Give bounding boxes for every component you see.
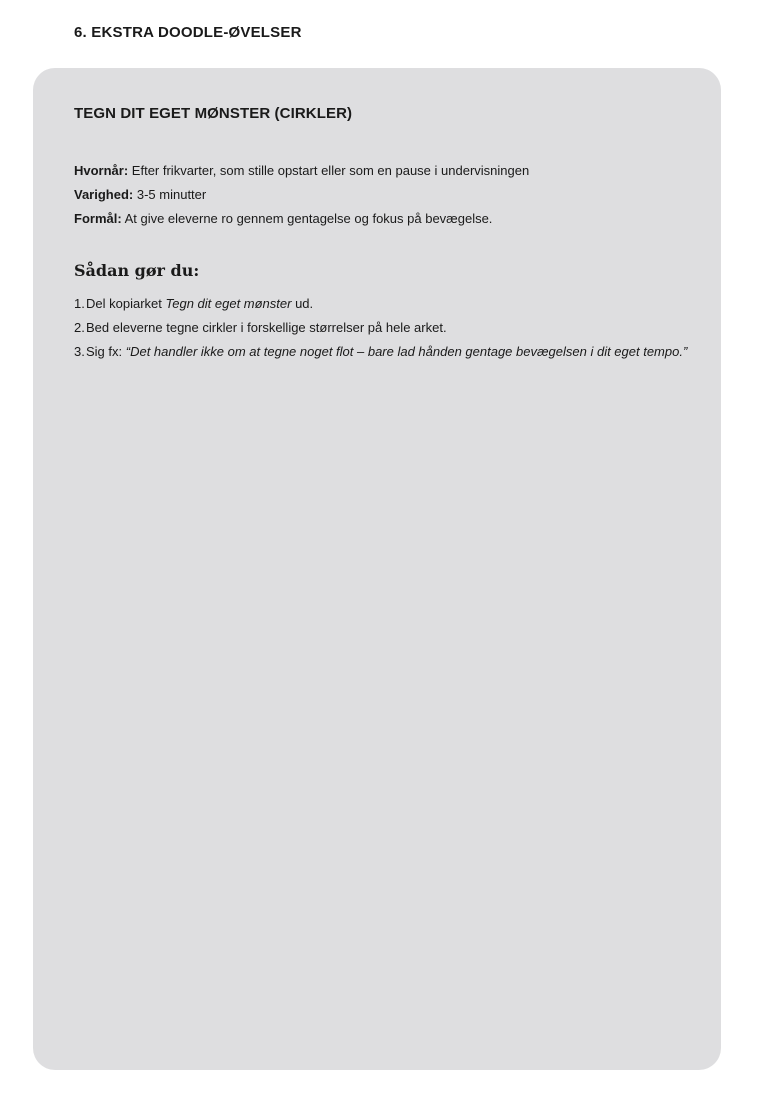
section-heading: 6. EKSTRA DOODLE-ØVELSER (74, 24, 302, 41)
meta-purpose-label: Formål: (74, 211, 122, 226)
step-2 (74, 316, 704, 340)
step-1 (74, 292, 704, 316)
meta-duration-value: 3-5 minutter (133, 187, 207, 202)
meta-when-label: Hvornår: (74, 163, 129, 178)
exercise-title: TEGN DIT EGET MØNSTER (CIRKLER) (74, 105, 353, 122)
step-2-number: 2. (74, 320, 85, 335)
step-3-number: 3. (74, 344, 85, 359)
steps-list (74, 292, 704, 364)
step-1-text: Del kopiarket (86, 296, 166, 311)
exercise-meta (74, 159, 694, 231)
step-3-quote: “Det handler ikke om at tegne noget flot – bare lad hånden gentage bevægelsen i dit eget tempo.” (125, 344, 688, 359)
how-to-heading: Sådan gør du: (74, 261, 200, 280)
meta-when-value: Efter frikvarter, som stille opstart eller som en pause i undervisningen (128, 163, 530, 178)
step-1-italic: Tegn dit eget mønster (165, 296, 292, 311)
exercise-card (33, 68, 721, 1070)
meta-purpose-value: At give eleverne ro gennem gentagelse og fokus på bevægelse. (121, 211, 493, 226)
step-3 (74, 340, 704, 364)
step-2-text: Bed eleverne tegne cirkler i forskellige størrelser på hele arket. (86, 320, 447, 335)
meta-purpose (74, 207, 694, 231)
meta-when (74, 159, 694, 183)
step-1-after: ud. (291, 296, 314, 311)
step-3-text: Sig fx: (86, 344, 126, 359)
meta-duration-label: Varighed: (74, 187, 134, 202)
step-1-number: 1. (74, 296, 85, 311)
meta-duration (74, 183, 694, 207)
